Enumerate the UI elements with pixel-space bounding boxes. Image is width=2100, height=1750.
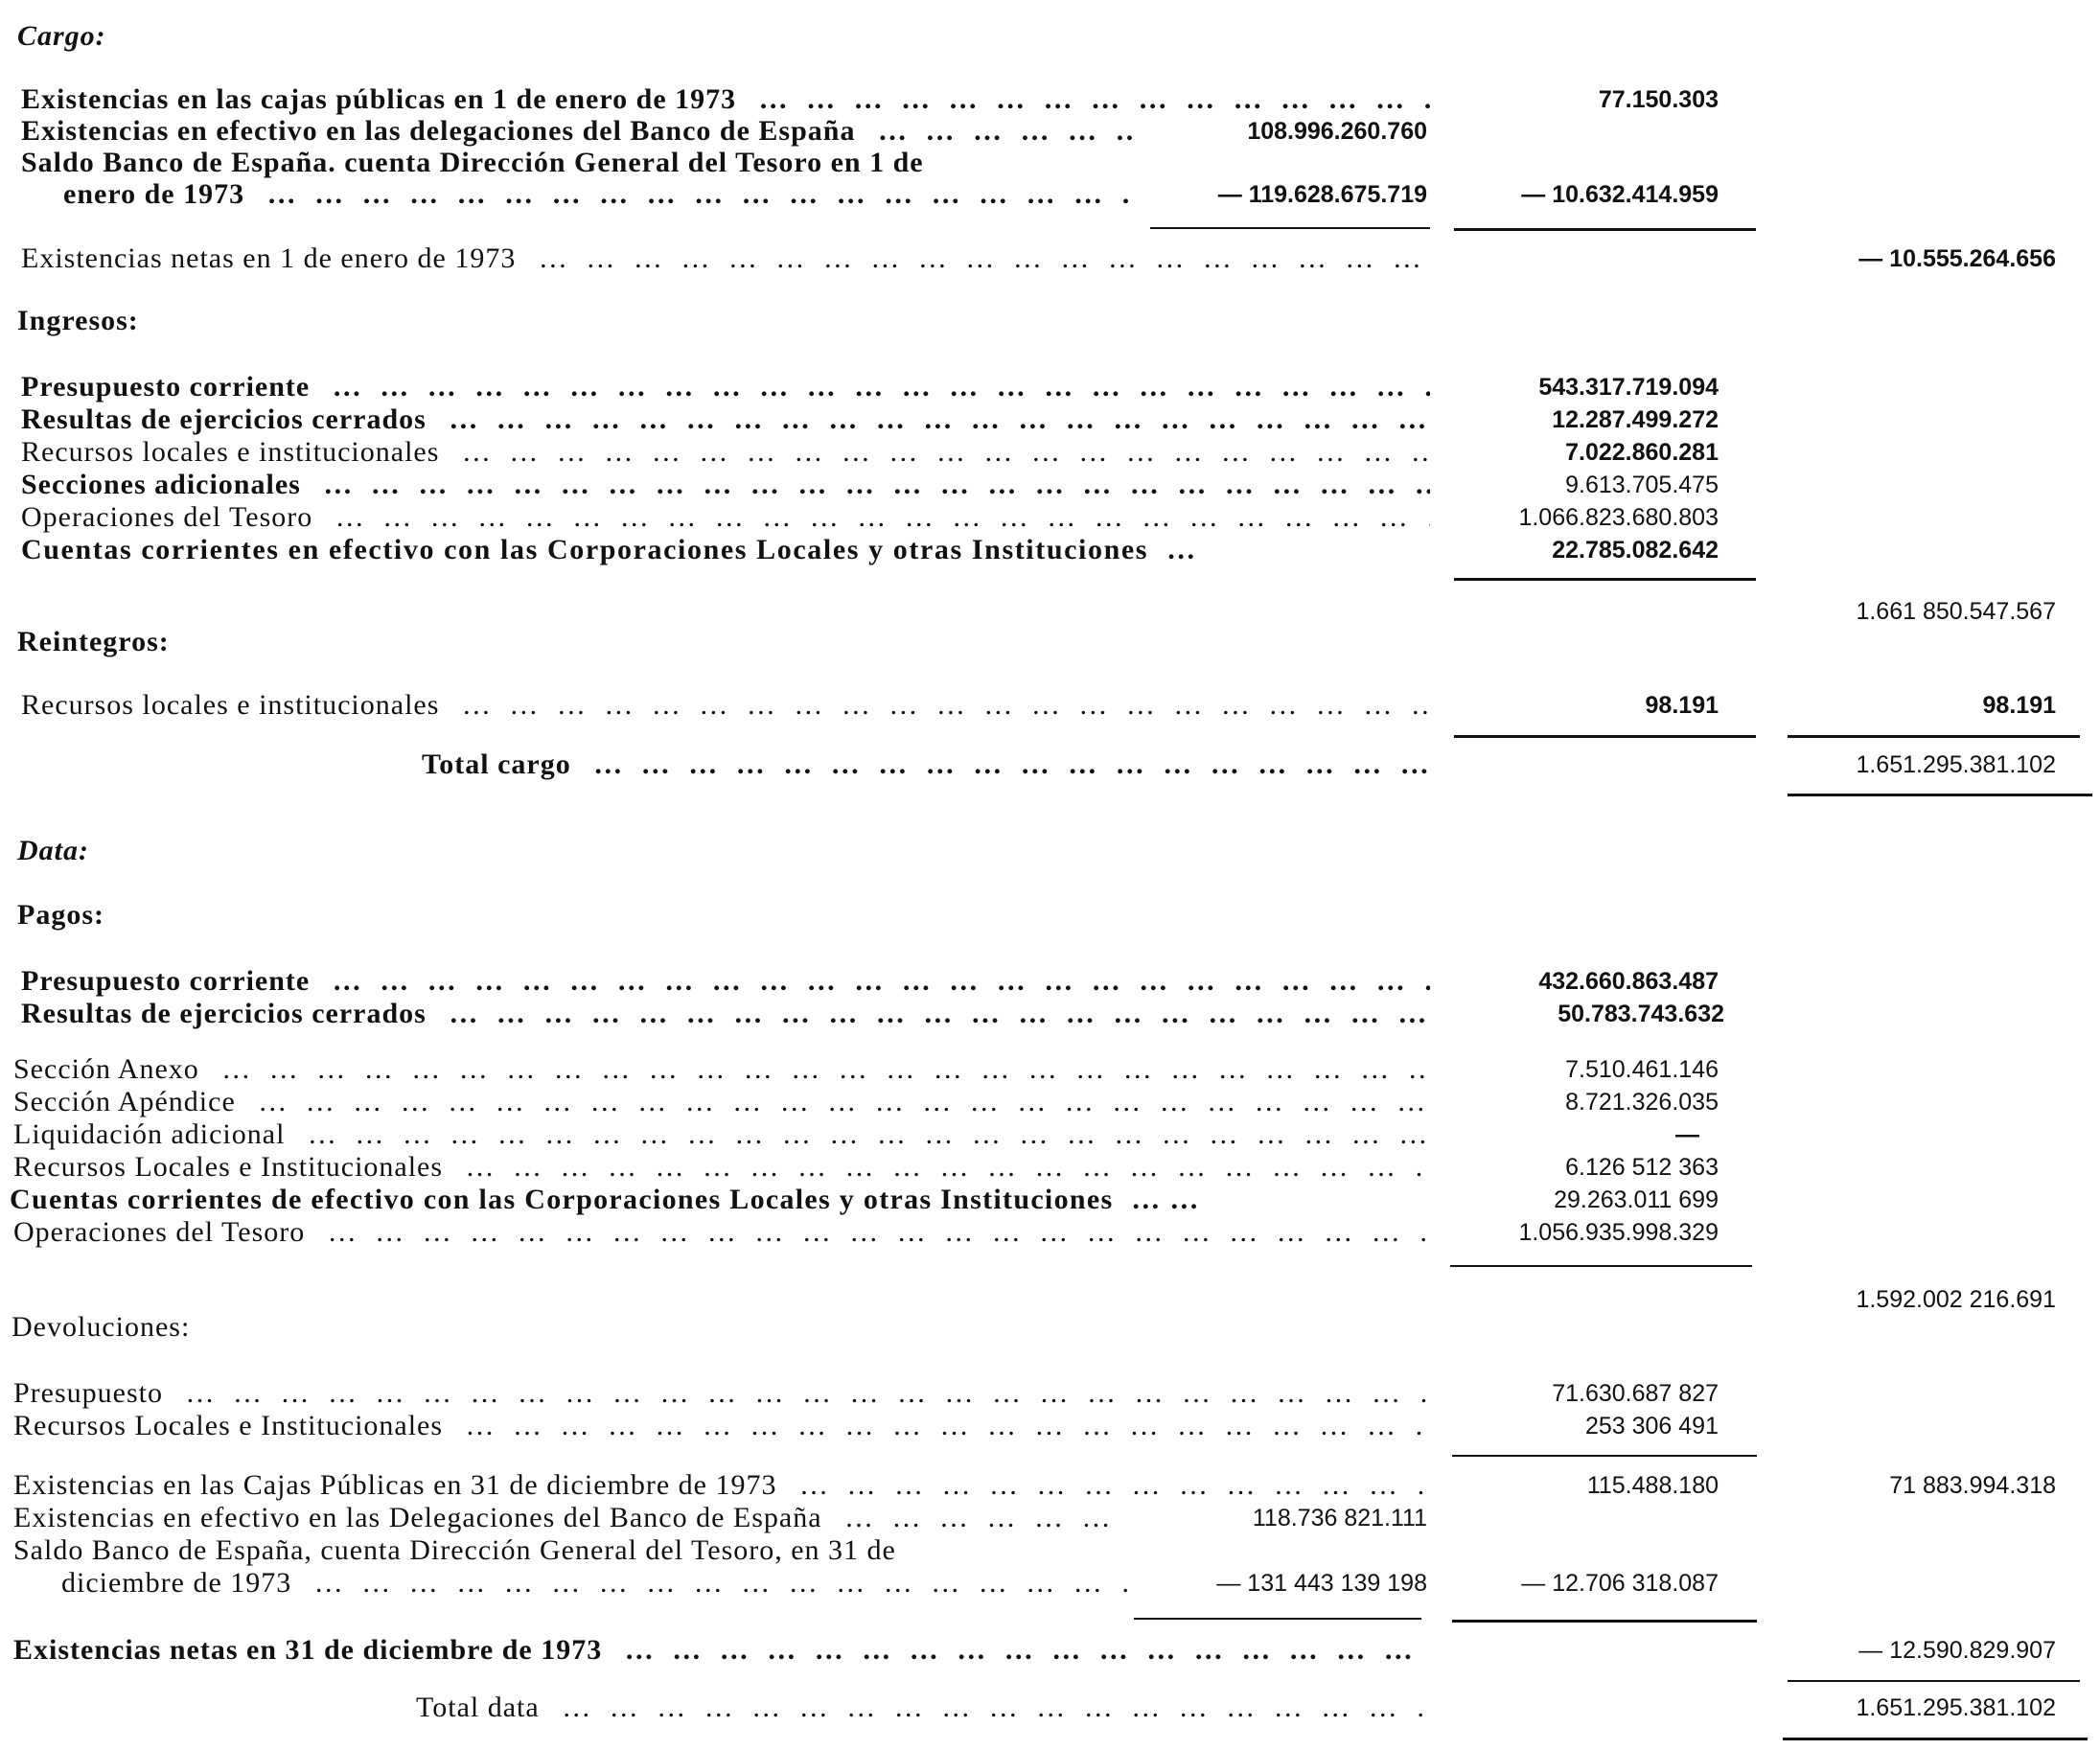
ingresos-total-value: 1.661 850.547.567 [1856,598,2056,625]
cargo-saldo-banco-value-col1: — 119.628.675.719 [1217,181,1427,208]
data-existencias-netas-value: — 12.590.829.907 [1858,1637,2056,1664]
data-existencias-cajas-label: Existencias en las Cajas Públicas en 31 de diciembre de 1973 … … … … … … … … … … … … … … … … … … … … … … … … … … … … … … … … … … … … … … … … … … … … … … … … … … … … … … … [13,1466,1426,1505]
reintegros-value-col3: 98.191 [1982,692,2056,719]
pagos-label-3: Liquidación adicional … … … … … … … … … … … … … … … … … … … … … … … … … … … … … … … … … … … … … … … … … … … … … … … … … … … … … … … [13,1116,1426,1154]
cargo-saldo-banco-label-line1: Saldo Banco de España. cuenta Dirección General del Tesoro en 1 de [21,144,1152,182]
pagos-bold-label-1: Presupuesto corriente … … … … … … … … … … … … … … … … … … … … … … … … … … … … … … … … … … … … … … … … … … … … … … … … … … … … … … … [21,962,1430,1001]
pagos-row-6 [0,1213,2100,1252]
devoluciones-heading: Devoluciones: [12,1311,191,1343]
ingresos-value-2: 12.287.499.272 [1552,406,1719,433]
pagos-bold-label-2: Resultas de ejercicios cerrados … … … … … … … … … … … … … … … … … … … … … … … … … … … … … … … … … … … … … … … … … … … … … … … … … … … … … … … [21,995,1430,1033]
data-existencias-cajas-value: 115.488.180 [1586,1472,1719,1499]
total-data-row [0,1689,2100,1727]
ingresos-label-2: Resultas de ejercicios cerrados … … … … … … … … … … … … … … … … … … … … … … … … … … … … … … … … … … … … … … … … … … … … … … … … … … … … … … … [21,401,1430,439]
ingresos-value-3: 7.022.860.281 [1565,439,1719,466]
data-saldo-banco-value-col1: — 131 443 139 198 [1216,1570,1427,1597]
devoluciones-label-1: Presupuesto … … … … … … … … … … … … … … … … … … … … … … … … … … … … … … … … … … … … … … … … … … … … … … … … … … … … … … … [13,1374,1426,1413]
data-existencias-netas-row [0,1631,2100,1669]
total-cargo-value: 1.651.295.381.102 [1856,751,2056,778]
pagos-value-4: 6.126 512 363 [1565,1154,1719,1181]
devoluciones-row-2 [0,1407,2100,1445]
reintegros-value-col2: 98.191 [1645,692,1719,719]
ingresos-value-1: 543.317.719.094 [1538,374,1719,401]
ingresos-label-1: Presupuesto corriente … … … … … … … … … … … … … … … … … … … … … … … … … … … … … … … … … … … … … … … … … … … … … … … … … … … … … … … [21,368,1430,406]
ingresos-row-6 [0,531,2100,569]
data-existencias-netas-rule [1788,1680,2080,1682]
pagos-label-1: Sección Anexo … … … … … … … … … … … … … … … … … … … … … … … … … … … … … … … … … … … … … … … … … … … … … … … … … … … … … … … [13,1050,1426,1089]
devoluciones-value-2: 253 306 491 [1584,1413,1719,1439]
cargo-saldo-banco-label-line2: enero de 1973 … … … … … … … … … … … … … … … … … … … … … … … … … … … … … … … … … … … … … … … … … … … … … … … … … … … … … … … [63,175,1133,214]
cargo-saldo-banco-row2 [0,175,2100,214]
devoluciones-label-2: Recursos Locales e Institucionales … … … … … … … … … … … … … … … … … … … … … … … … … … … … … … … … … … … … … … … … … … … … … … … … … … … … … … … [13,1407,1426,1445]
pagos-rule [1450,1265,1752,1267]
reintegros-label: Recursos locales e institucionales … … … … … … … … … … … … … … … … … … … … … … … … … … … … … … … … … … … … … … … … … … … … … … … … … … … … … … … [21,686,1430,725]
pagos-value-1: 7.510.461.146 [1565,1056,1719,1083]
pagos-value-3: — [1675,1121,1699,1148]
pagos-label-4: Recursos Locales e Institucionales … … … … … … … … … … … … … … … … … … … … … … … … … … … … … … … … … … … … … … … … … … … … … … … … … … … … … … … [13,1148,1426,1186]
pagos-label-6: Operaciones del Tesoro … … … … … … … … … … … … … … … … … … … … … … … … … … … … … … … … … … … … … … … … … … … … … … … … … … … … … … … [13,1213,1426,1252]
data-saldo-rule-col1 [1134,1618,1421,1620]
ingresos-total-row [0,592,2100,631]
ingresos-value-5: 1.066.823.680.803 [1518,504,1719,531]
ingresos-value-6: 22.785.082.642 [1552,537,1719,564]
cargo-existencias-efectivo-label: Existencias en efectivo en las delegaciones del Banco de España … … … … … … … … … … … … … … … … … … … … … … … … … … … … … … … … … … … … … … … … … … … … … … … … … … … … … … … [21,112,1133,150]
data-existencias-efectivo-label: Existencias en efectivo en las Delegaciones del Banco de España … … … … … … … … … … … … … … … … … … … … … … … … … … … … … … … … … … … … … … … … … … … … … … … … … … … … … … … [13,1499,1129,1537]
cargo-existencias-netas-label: Existencias netas en 1 de enero de 1973 … … … … … … … … … … … … … … … … … … … … … … … … … … … … … … … … … … … … … … … … … … … … … … … … … … … … … … … [21,240,1430,278]
pagos-heading: Pagos: [17,899,104,931]
reintegros-heading: Reintegros: [17,626,170,657]
total-data-label: Total data … … … … … … … … … … … … … … … … … … … … … … … … … … … … … … … … … … … … … … … … … … … … … … … … … … … … … … … [416,1689,1426,1727]
data-existencias-netas-label: Existencias netas en 31 de diciembre de 1973 … … … … … … … … … … … … … … … … … … … … … … … … … … … … … … … … … … … … … … … … … … … … … … … … … … … … … … … [13,1631,1426,1669]
cargo-saldo-banco-value-col2: — 10.632.414.959 [1521,181,1719,208]
ingresos-heading: Ingresos: [17,305,139,336]
ingresos-value-4: 9.613.705.475 [1565,472,1719,498]
data-heading: Data: [17,835,89,866]
pagos-total-row [0,1280,2100,1319]
cargo-existencias-efectivo-value: 108.996.260.760 [1247,118,1427,145]
pagos-value-5: 29.263.011 699 [1554,1186,1719,1213]
reintegros-rule-col3 [1788,735,2080,738]
total-cargo-rule [1788,794,2092,796]
reintegros-rule-col2 [1454,735,1756,738]
ingresos-rule [1454,578,1756,581]
pagos-label-2: Sección Apéndice … … … … … … … … … … … … … … … … … … … … … … … … … … … … … … … … … … … … … … … … … … … … … … … … … … … … … … … [13,1083,1426,1121]
total-cargo-row [0,746,2100,784]
cargo-existencias-cajas-label: Existencias en las cajas públicas en 1 de enero de 1973 … … … … … … … … … … … … … … … … … … … … … … … … … … … … … … … … … … … … … … … … … … … … … … … … … … … … … … … [21,81,1430,119]
cargo-existencias-netas-value: — 10.555.264.656 [1858,245,2056,272]
pagos-value-2: 8.721.326.035 [1565,1089,1719,1116]
devoluciones-rule [1452,1455,1757,1457]
pagos-label-5: Cuentas corrientes de efectivo con las Corporaciones Locales y otras Instituciones … … [10,1184,1200,1215]
devoluciones-total-value: 71 883.994.318 [1889,1472,2056,1499]
ingresos-label-3: Recursos locales e institucionales … … … … … … … … … … … … … … … … … … … … … … … … … … … … … … … … … … … … … … … … … … … … … … … … … … … … … … … [21,433,1430,472]
total-cargo-label: Total cargo … … … … … … … … … … … … … … … … … … … … … … … … … … … … … … … … … … … … … … … … … … … … … … … … … … … … … … … [422,746,1430,784]
total-data-rule [1783,1738,2088,1740]
data-saldo-rule-col2 [1452,1620,1757,1623]
pagos-value-6: 1.056.935.998.329 [1518,1219,1719,1246]
data-saldo-banco-value-col2: — 12.706 318.087 [1521,1570,1719,1597]
reintegros-row [0,686,2100,725]
cargo-rule-col1 [1150,227,1430,229]
cargo-existencias-cajas-value: 77.150.303 [1598,86,1719,113]
pagos-total-value: 1.592.002 216.691 [1856,1286,2056,1313]
total-data-value: 1.651.295.381.102 [1856,1694,2056,1721]
pagos-bold-value-1: 432.660.863.487 [1538,968,1719,995]
data-saldo-banco-row2 [0,1564,2100,1602]
ingresos-label-4: Secciones adicionales … … … … … … … … … … … … … … … … … … … … … … … … … … … … … … … … … … … … … … … … … … … … … … … … … … … … … … … [21,466,1430,504]
data-saldo-banco-label-line1: Saldo Banco de España, cuenta Dirección General del Tesoro, en 31 de [13,1531,1144,1570]
devoluciones-value-1: 71.630.687 827 [1552,1380,1719,1407]
cargo-existencias-netas-row [0,240,2100,278]
ingresos-label-5: Operaciones del Tesoro … … … … … … … … … … … … … … … … … … … … … … … … … … … … … … … … … … … … … … … … … … … … … … … … … … … … … … … [21,498,1430,537]
cargo-rule-col2 [1454,228,1756,231]
data-existencias-efectivo-value: 118.736 821.111 [1252,1505,1427,1531]
ingresos-label-6: Cuentas corrientes en efectivo con las Corporaciones Locales y otras Instituciones … [21,534,1197,565]
data-saldo-banco-label-line2: diciembre de 1973 … … … … … … … … … … … … … … … … … … … … … … … … … … … … … … … … … … … … … … … … … … … … … … … … … … … … … … … [61,1564,1129,1602]
cargo-heading: Cargo: [17,20,106,52]
pagos-bold-row-2 [0,995,2100,1033]
pagos-bold-value-2: 50.783.743.632 [1558,1001,1724,1027]
